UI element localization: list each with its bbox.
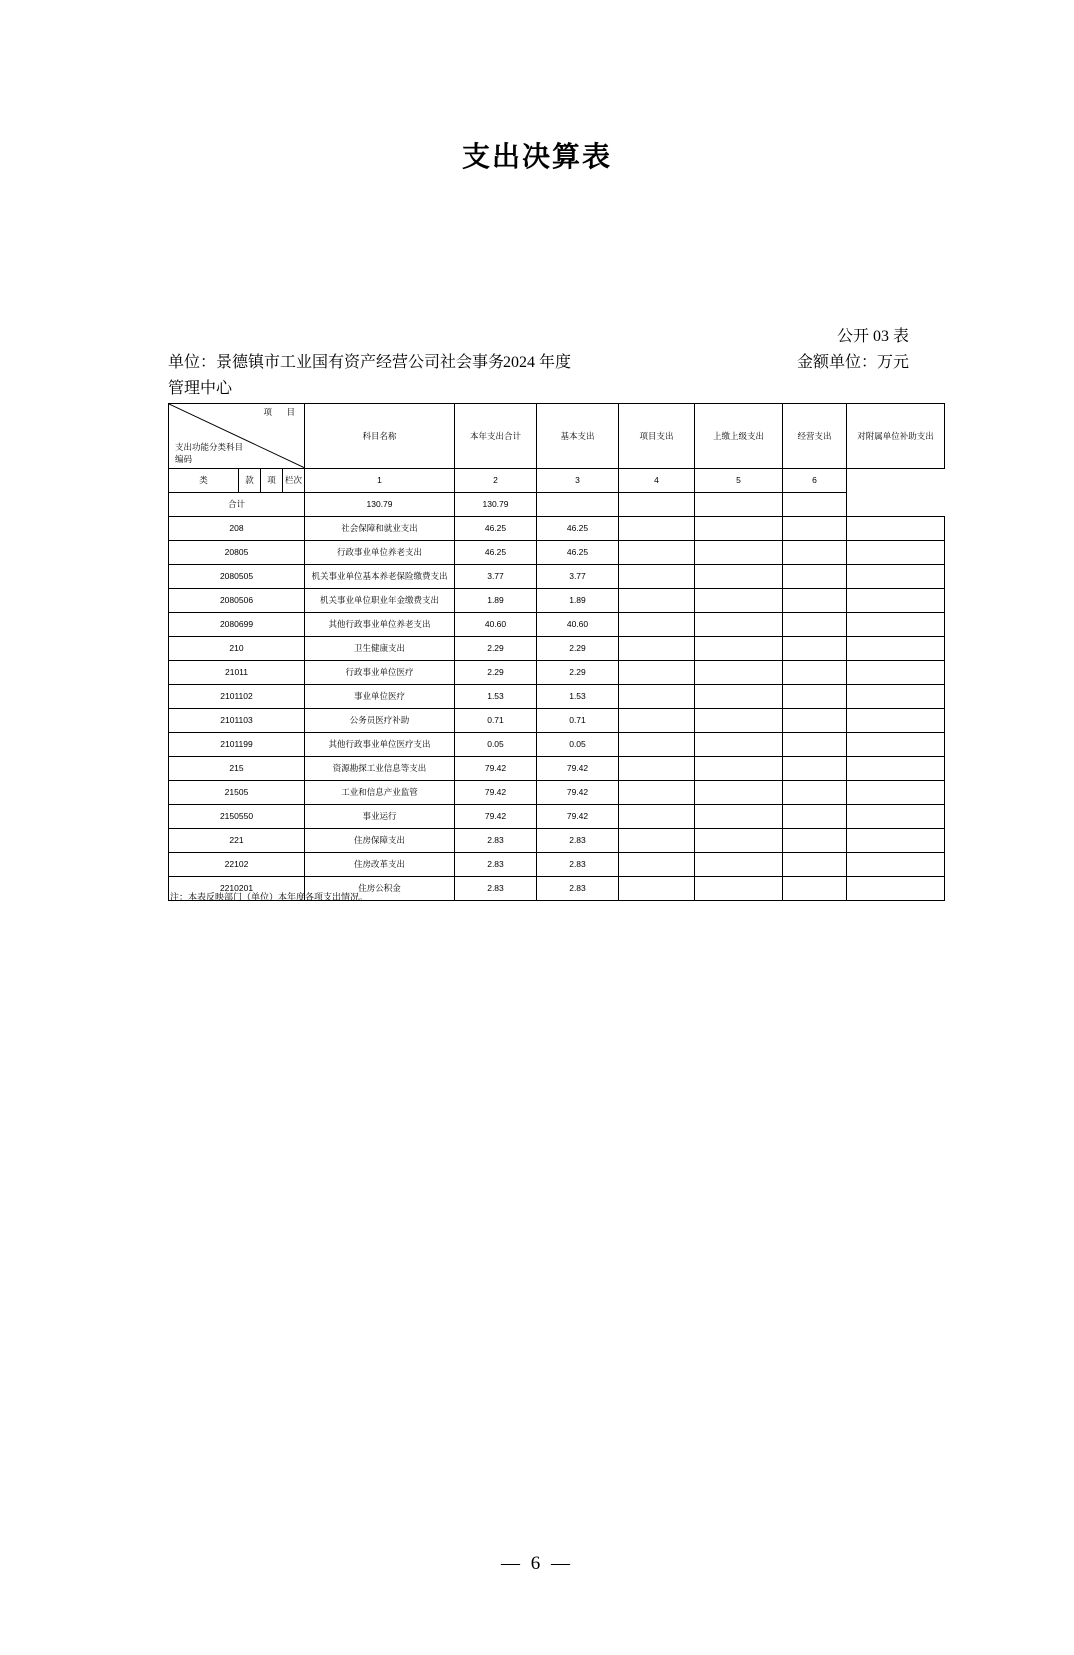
row-value-0: 1.89 [455,589,537,613]
row-name: 事业运行 [305,805,455,829]
row-value-0: 2.29 [455,637,537,661]
row-value-2 [619,853,695,877]
row-value-2 [619,709,695,733]
row-value-2 [619,637,695,661]
row-value-0: 79.42 [455,757,537,781]
row-value-2 [619,613,695,637]
row-value-1: 2.29 [537,637,619,661]
row-name: 工业和信息产业监管 [305,781,455,805]
col-header-2: 项目支出 [619,404,695,469]
col-num-4: 5 [695,469,783,493]
table-row [169,541,945,565]
row-value-4 [783,709,847,733]
row-value-5 [847,853,945,877]
row-code: 208 [169,517,305,541]
row-value-5 [847,829,945,853]
row-value-5 [847,517,945,541]
row-name: 住房保障支出 [305,829,455,853]
row-value-4 [783,853,847,877]
row-value-1: 3.77 [537,565,619,589]
row-code: 22102 [169,853,305,877]
row-value-3 [695,805,783,829]
row-value-3 [695,757,783,781]
row-value-3 [695,829,783,853]
row-name: 机关事业单位职业年金缴费支出 [305,589,455,613]
project-header-cell [169,404,305,469]
row-value-3 [695,685,783,709]
row-value-2 [619,733,695,757]
col-header-1: 基本支出 [537,404,619,469]
row-value-1: 40.60 [537,613,619,637]
row-code: 2101199 [169,733,305,757]
unit-label: 单位：景德镇市工业国有资产经营公司社会事务管理中心 [168,354,505,397]
row-value-3 [695,613,783,637]
code-header-kuan: 款 [239,469,261,493]
row-code: 215 [169,757,305,781]
col-num-5: 6 [783,469,847,493]
total-value-1: 130.79 [455,493,537,517]
page-number: — 6 — [501,1553,573,1574]
row-value-4 [783,613,847,637]
total-row [169,493,945,517]
row-value-4 [783,877,847,901]
col-num-1: 2 [455,469,537,493]
code-header-lei: 类 [169,469,239,493]
col-header-0: 本年支出合计 [455,404,537,469]
total-value-2 [537,493,619,517]
row-value-0: 40.60 [455,613,537,637]
code-header-xiang: 项 [261,469,283,493]
row-value-2 [619,589,695,613]
row-value-0: 1.53 [455,685,537,709]
page-title: 支出决算表 [461,141,612,172]
total-value-3 [619,493,695,517]
row-code: 2101102 [169,685,305,709]
table-row [169,517,945,541]
row-code: 210 [169,637,305,661]
table-row [169,565,945,589]
row-name: 机关事业单位基本养老保险缴费支出 [305,565,455,589]
row-value-3 [695,877,783,901]
column-number-row [169,469,945,493]
row-code: 221 [169,829,305,853]
row-value-4 [783,565,847,589]
table-row [169,781,945,805]
table-row [169,709,945,733]
row-value-3 [695,565,783,589]
row-value-2 [619,685,695,709]
table-row [169,733,945,757]
row-value-4 [783,781,847,805]
row-value-3 [695,853,783,877]
row-value-5 [847,709,945,733]
row-name: 资源勘探工业信息等支出 [305,757,455,781]
total-value-0: 130.79 [305,493,455,517]
row-value-2 [619,805,695,829]
row-code: 2080505 [169,565,305,589]
row-name: 住房改革支出 [305,853,455,877]
table-note: 注：本表反映部门（单位）本年度各项支出情况。 [170,892,369,902]
table-row [169,853,945,877]
document-page [0,135,1074,1655]
row-value-0: 2.83 [455,829,537,853]
row-value-5 [847,733,945,757]
row-code: 2210201 [169,877,305,901]
table-row [169,661,945,685]
row-value-4 [783,517,847,541]
row-value-1: 46.25 [537,541,619,565]
row-value-2 [619,829,695,853]
row-value-5 [847,685,945,709]
row-name: 行政事业单位养老支出 [305,541,455,565]
row-value-1: 0.71 [537,709,619,733]
row-value-0: 79.42 [455,805,537,829]
row-label-lanci: 栏次 [283,469,305,493]
row-value-5 [847,757,945,781]
row-name: 住房公积金 [305,877,455,901]
table-row [169,757,945,781]
row-value-5 [847,805,945,829]
row-value-0: 2.83 [455,853,537,877]
row-name: 行政事业单位医疗 [305,661,455,685]
row-value-5 [847,877,945,901]
row-value-2 [619,565,695,589]
row-value-0: 79.42 [455,781,537,805]
row-code: 2101103 [169,709,305,733]
row-value-2 [619,781,695,805]
col-header-3: 上缴上级支出 [695,404,783,469]
col-num-3: 4 [619,469,695,493]
row-value-1: 46.25 [537,517,619,541]
row-value-2 [619,661,695,685]
row-code: 21011 [169,661,305,685]
row-value-3 [695,733,783,757]
row-name: 事业单位医疗 [305,685,455,709]
table-row [169,589,945,613]
row-name: 其他行政事业单位医疗支出 [305,733,455,757]
row-value-3 [695,637,783,661]
col-num-0: 1 [305,469,455,493]
row-name: 公务员医疗补助 [305,709,455,733]
total-value-5 [783,493,847,517]
row-value-4 [783,685,847,709]
row-value-2 [619,757,695,781]
row-value-1: 1.89 [537,589,619,613]
total-row-label: 合计 [169,493,305,517]
row-value-5 [847,661,945,685]
row-value-3 [695,517,783,541]
row-value-1: 2.83 [537,829,619,853]
table-row [169,685,945,709]
row-value-0: 46.25 [455,517,537,541]
row-code: 2080699 [169,613,305,637]
row-value-4 [783,733,847,757]
table-row [169,637,945,661]
table-row [169,805,945,829]
row-code: 2080506 [169,589,305,613]
row-value-3 [695,661,783,685]
row-value-1: 79.42 [537,805,619,829]
row-value-1: 79.42 [537,781,619,805]
row-value-4 [783,829,847,853]
row-code: 20805 [169,541,305,565]
row-value-1: 0.05 [537,733,619,757]
expenditure-table [168,403,945,901]
row-value-4 [783,541,847,565]
row-value-2 [619,877,695,901]
row-value-5 [847,565,945,589]
row-name: 社会保障和就业支出 [305,517,455,541]
year-label: 2024 年度 [503,354,572,371]
form-number: 公开 03 表 [836,328,909,345]
row-value-0: 2.83 [455,877,537,901]
row-code: 2150550 [169,805,305,829]
project-header-bottom: 支出功能分类科目编码 [175,442,244,464]
row-value-1: 2.29 [537,661,619,685]
col-num-2: 3 [537,469,619,493]
row-value-5 [847,781,945,805]
row-value-1: 2.83 [537,877,619,901]
project-header-top: 项 目 [263,407,298,417]
table-row [169,613,945,637]
row-value-5 [847,541,945,565]
row-value-5 [847,637,945,661]
row-value-3 [695,589,783,613]
amount-unit-label: 金额单位：万元 [796,354,909,371]
row-value-3 [695,781,783,805]
row-value-1: 79.42 [537,757,619,781]
row-code: 21505 [169,781,305,805]
row-value-0: 46.25 [455,541,537,565]
row-value-4 [783,589,847,613]
subject-name-header: 科目名称 [305,404,455,469]
row-value-5 [847,589,945,613]
table-row [169,829,945,853]
row-value-4 [783,637,847,661]
row-value-2 [619,517,695,541]
row-value-4 [783,805,847,829]
row-value-5 [847,613,945,637]
row-value-0: 3.77 [455,565,537,589]
col-header-5: 对附属单位补助支出 [847,404,945,469]
row-value-4 [783,757,847,781]
row-value-2 [619,541,695,565]
row-value-0: 0.05 [455,733,537,757]
row-value-3 [695,709,783,733]
row-name: 其他行政事业单位养老支出 [305,613,455,637]
row-name: 卫生健康支出 [305,637,455,661]
row-value-3 [695,541,783,565]
row-value-4 [783,661,847,685]
col-header-4: 经营支出 [783,404,847,469]
row-value-1: 2.83 [537,853,619,877]
total-value-4 [695,493,783,517]
row-value-0: 2.29 [455,661,537,685]
row-value-1: 1.53 [537,685,619,709]
row-value-0: 0.71 [455,709,537,733]
